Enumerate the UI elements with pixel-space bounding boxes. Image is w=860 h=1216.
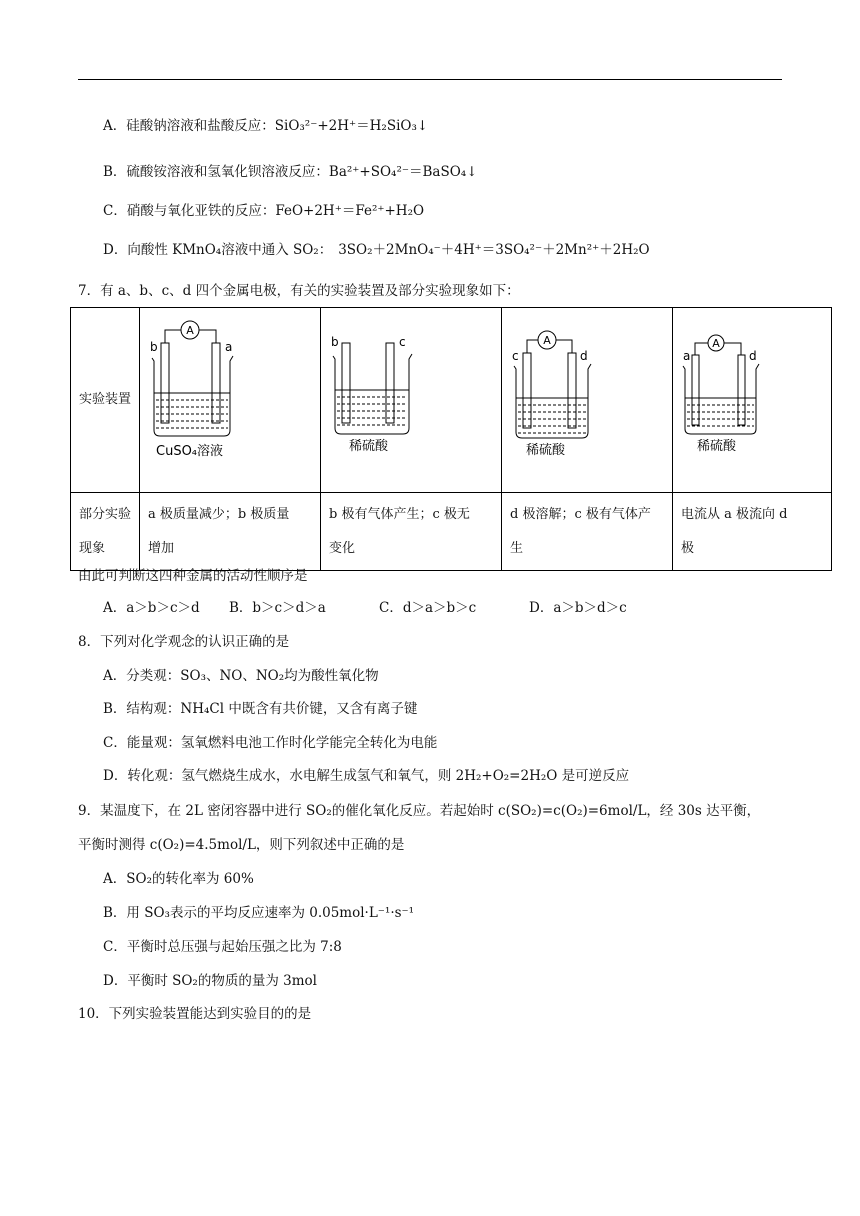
table-header-apparatus: 实验装置 [71, 308, 140, 493]
solution-label-1: CuSO₄溶液 [156, 444, 224, 459]
apparatus-diagram-3 [502, 308, 672, 478]
q6-option-c-equation: FeO+2H⁺＝Fe²⁺+H₂O [275, 203, 425, 219]
phenomena-header-line1: 部分实验 [79, 506, 132, 522]
q9-option-b: B．用 SO₃表示的平均反应速率为 0.05mol·L⁻¹·s⁻¹ [103, 905, 415, 921]
electrode-left-2: b [331, 335, 339, 349]
q6-option-a-label: A．硅酸钠溶液和盐酸反应： [103, 118, 275, 134]
q9-option-c: C．平衡时总压强与起始压强之比为 7:8 [103, 939, 342, 955]
phenomenon-4-line2: 极 [681, 540, 695, 556]
q6-option-c [103, 201, 424, 221]
q8-option-d: D．转化观：氢气燃烧生成水，水电解生成氢气和氧气，则 2H₂+O₂=2H₂O 是可逆反应 [103, 768, 630, 784]
q6-option-d [103, 240, 650, 260]
phenomenon-3-line1: d 极溶解；c 极有气体产 [510, 506, 651, 522]
phenomenon-cell-2 [321, 493, 502, 571]
q7-option-b: B．b＞c＞d＞a [229, 600, 326, 616]
phenomena-header-line2: 现象 [79, 540, 106, 556]
solution-label-3: 稀硫酸 [526, 443, 566, 458]
q10-stem: 10．下列实验装置能达到实验目的的是 [78, 1006, 312, 1022]
apparatus-diagram-2 [321, 308, 501, 478]
phenomenon-2-line2: 变化 [329, 540, 356, 556]
table-header-phenomena [71, 493, 140, 571]
electrode-right-2: c [399, 335, 406, 349]
q8-option-a: A．分类观：SO₃、NO、NO₂均为酸性氧化物 [103, 668, 379, 684]
solution-label-2: 稀硫酸 [349, 439, 389, 454]
q6-option-b-label: B．硫酸铵溶液和氢氧化钡溶液反应： [103, 164, 329, 180]
ammeter-label-1: A [186, 324, 194, 337]
electrode-right-4: d [749, 349, 757, 363]
phenomenon-cell-4 [673, 493, 832, 571]
phenomenon-1-line2: 增加 [148, 540, 175, 556]
q6-option-d-label: D．向酸性 KMnO₄溶液中通入 SO₂： [103, 242, 333, 258]
q9-option-a: A．SO₂的转化率为 60% [103, 871, 254, 887]
q6-option-a-equation: SiO₃²⁻+2H⁺＝H₂SiO₃↓ [274, 118, 429, 134]
phenomenon-4-line1: 电流从 a 极流向 d [681, 506, 788, 522]
phenomenon-1-line1: a 极质量减少；b 极质量 [148, 506, 290, 522]
experiment-table [70, 307, 832, 571]
q9-stem-line2: 平衡时测得 c(O₂)=4.5mol/L，则下列叙述中正确的是 [78, 837, 405, 853]
electrode-left-3: c [512, 349, 519, 363]
q9-option-d: D．平衡时 SO₂的物质的量为 3mol [103, 973, 317, 989]
electrode-left-4: a [683, 349, 691, 363]
phenomenon-3-line2: 生 [510, 540, 524, 556]
ammeter-label-3: A [543, 334, 551, 347]
phenomenon-cell-1 [140, 493, 321, 571]
q7-option-a: A．a＞b＞c＞d [103, 600, 200, 616]
q8-option-c: C．能量观：氢氧燃料电池工作时化学能完全转化为电能 [103, 735, 438, 751]
header-rule [78, 79, 782, 80]
q8-stem: 8．下列对化学观念的认识正确的是 [78, 634, 290, 650]
q6-option-a [103, 116, 428, 136]
electrode-left-1: b [150, 340, 158, 354]
apparatus-cell-4 [673, 308, 832, 493]
ammeter-label-4: A [712, 337, 720, 350]
apparatus-diagram-4 [673, 308, 831, 478]
q6-option-b-equation: Ba²⁺+SO₄²⁻＝BaSO₄↓ [328, 164, 478, 180]
q7-option-c: C．d＞a＞b＞c [379, 600, 477, 616]
phenomenon-cell-3 [502, 493, 673, 571]
apparatus-diagram-1 [140, 308, 320, 478]
q9-stem-line1: 9．某温度下，在 2L 密闭容器中进行 SO₂的催化氧化反应。若起始时 c(SO₂)=c(O₂)=6mol/L，经 30s 达平衡， [78, 803, 761, 819]
solution-label-4: 稀硫酸 [697, 439, 737, 454]
q7-stem: 7．有 a、b、c、d 四个金属电极，有关的实验装置及部分实验现象如下： [78, 283, 520, 299]
apparatus-cell-3 [502, 308, 673, 493]
q7-option-d: D．a＞b＞d＞c [529, 600, 627, 616]
electrode-right-3: d [580, 349, 588, 363]
electrode-right-1: a [225, 340, 233, 354]
q6-option-d-equation: 3SO₂＋2MnO₄⁻＋4H⁺＝3SO₄²⁻＋2Mn²⁺＋2H₂O [338, 242, 650, 258]
q8-option-b: B．结构观：NH₄Cl 中既含有共价键，又含有离子键 [103, 701, 418, 717]
q6-option-b [103, 162, 478, 182]
apparatus-cell-2 [321, 308, 502, 493]
q6-option-c-label: C．硝酸与氧化亚铁的反应： [103, 203, 276, 219]
apparatus-cell-1 [140, 308, 321, 493]
q7-conclusion: 由此可判断这四种金属的活动性顺序是 [78, 568, 308, 584]
q7-options [103, 598, 627, 618]
phenomenon-2-line1: b 极有气体产生；c 极无 [329, 506, 470, 522]
